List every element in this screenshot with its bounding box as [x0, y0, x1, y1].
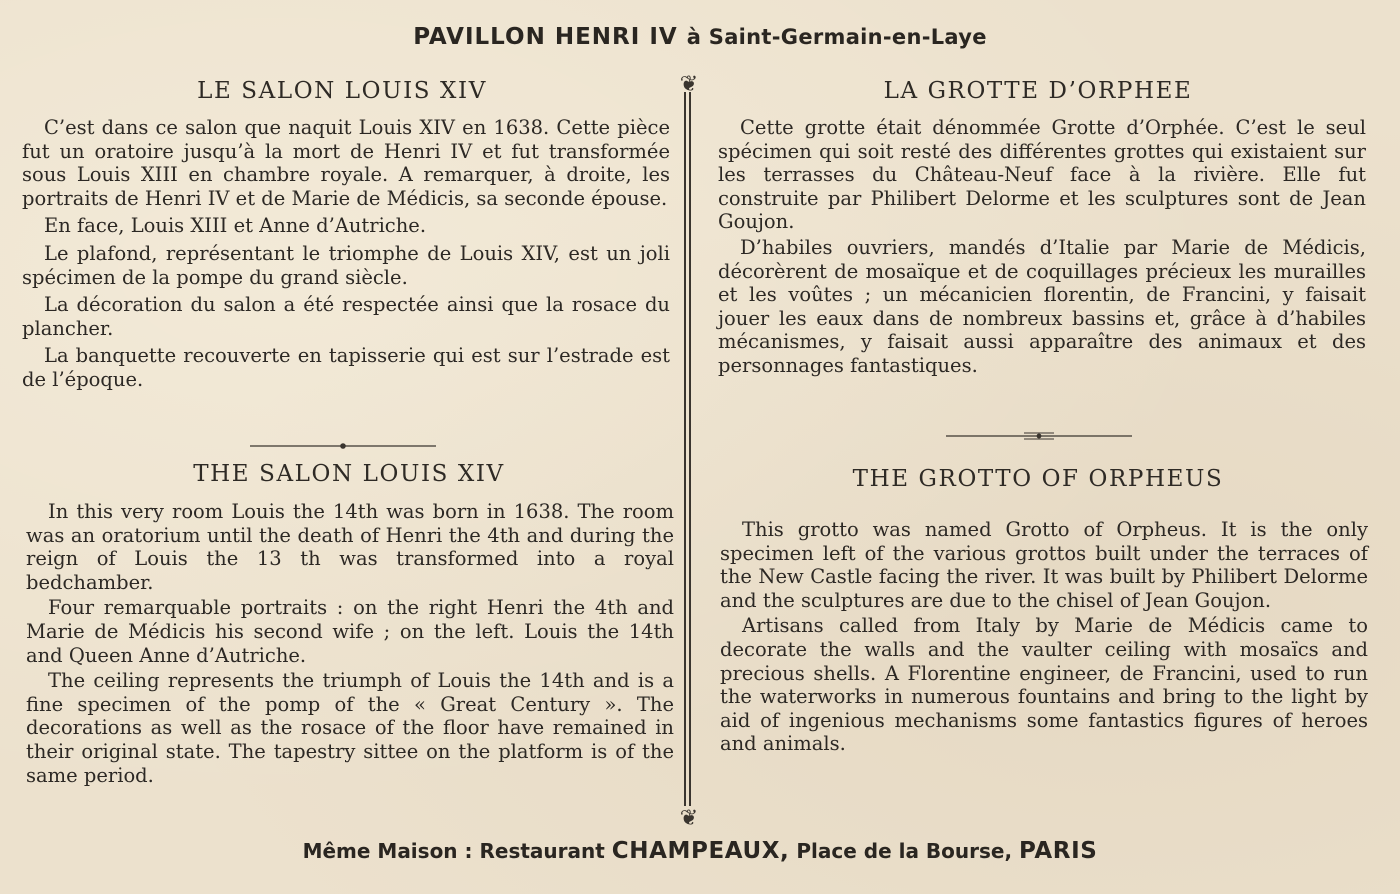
paragraph: In this very room Louis the 14th was born in 1638. The room was an oratorium until the death of Henri the 4th and during the reign of Louis the 13 th was transformed into a royal bedchamber. — [26, 500, 674, 594]
paragraph: Le plafond, représentant le triomphe de Louis XIV, est un joli spécimen de la pompe du grand siècle. — [22, 241, 670, 289]
heading-grotte-fr: LA GROTTE D’ORPHEE — [883, 78, 1193, 104]
column-divider — [684, 92, 692, 806]
paragraph: Four remarquable portraits : on the right Henri the 4th and Marie de Médicis his second wife ; on the left. Louis the 14th and Queen Anne d’Autriche. — [26, 596, 674, 667]
footer-restaurant-name: CHAMPEAUX, — [611, 838, 790, 864]
paragraph: D’habiles ouvriers, mandés d’Italie par Marie de Médicis, décorèrent de mosaïque et de coquillages précieux les murailles et les voûtes ; un mécanicien florentin, de Francini, y faisait jouer les eaux dans de nombreux bassins et, grâce à d’habiles mécanismes, y faisait aussi apparaître des animaux et des personnages fantastiques. — [718, 235, 1366, 377]
paragraph: C’est dans ce salon que naquit Louis XIV en 1638. Cette pièce fut un oratoire jusqu’à la mort de Henri IV et fut transformée sous Louis XIII en chambre royale. A remarquer, à droite, les portraits de Henri IV et de Marie de Médicis, sa seconde épouse. — [22, 116, 670, 210]
paragraph: La décoration du salon a été respectée ainsi que la rosace du plancher. — [22, 293, 670, 340]
title-sub: à Saint-Germain-en-Laye — [686, 25, 987, 49]
ornamental-rule-left — [250, 440, 436, 452]
fleuron-top-icon: ❦ — [679, 72, 699, 97]
left-french-text — [22, 116, 670, 392]
paragraph: Cette grotte était dénommée Grotte d’Orphée. C’est le seul spécimen qui soit resté des différentes grottes qui existaient sur les terrasses du Château-Neuf face à la rivière. Elle fut construite par Philibert Delorme et les sculptures sont de Jean Goujon. — [718, 116, 1366, 234]
heading-salon-en: THE SALON LOUIS XIV — [193, 461, 505, 487]
footer-place: Place de la Bourse, — [796, 839, 1013, 863]
right-french-text — [718, 116, 1366, 378]
paragraph: The ceiling represents the triumph of Louis the 14th and is a fine specimen of the pomp of the « Great Century ». The decorations as well as the rosace of the floor have remained in their original state. The tapestry sittee on the platform is of the same period. — [26, 669, 674, 787]
title-main: PAVILLON HENRI IV — [413, 24, 678, 50]
paragraph: This grotto was named Grotto of Orpheus. It is the only specimen left of the various grottos built under the terraces of the New Castle facing the river. It was built by Philibert Delorme and the sculptures are due to the chisel of Jean Goujon. — [720, 518, 1368, 612]
page-title — [0, 24, 1400, 50]
left-english-text — [26, 500, 674, 787]
footer-prefix: Même Maison : Restaurant — [302, 839, 605, 863]
heading-salon-fr: LE SALON LOUIS XIV — [197, 78, 487, 104]
paragraph: En face, Louis XIII et Anne d’Autriche. — [44, 214, 427, 238]
heading-grotto-en: THE GROTTO OF ORPHEUS — [852, 466, 1224, 492]
paragraph: Artisans called from Italy by Marie de Médicis came to decorate the walls and the vaulter ceiling with mosaïcs and precious shells. A Florentine engineer, de Francini, used to run the waterworks in numerous fountains and bring to the light by aid of ingenious mechanisms some fantastics figures of heroes and animals. — [720, 614, 1368, 756]
paragraph: La banquette recouverte en tapisserie qui est sur l’estrade est de l’époque. — [22, 344, 670, 391]
right-english-text — [720, 518, 1368, 756]
ornamental-rule-right — [946, 430, 1132, 442]
footer-city: PARIS — [1019, 838, 1098, 864]
fleuron-bottom-icon: ❦ — [679, 806, 699, 831]
footer-address — [0, 838, 1400, 864]
